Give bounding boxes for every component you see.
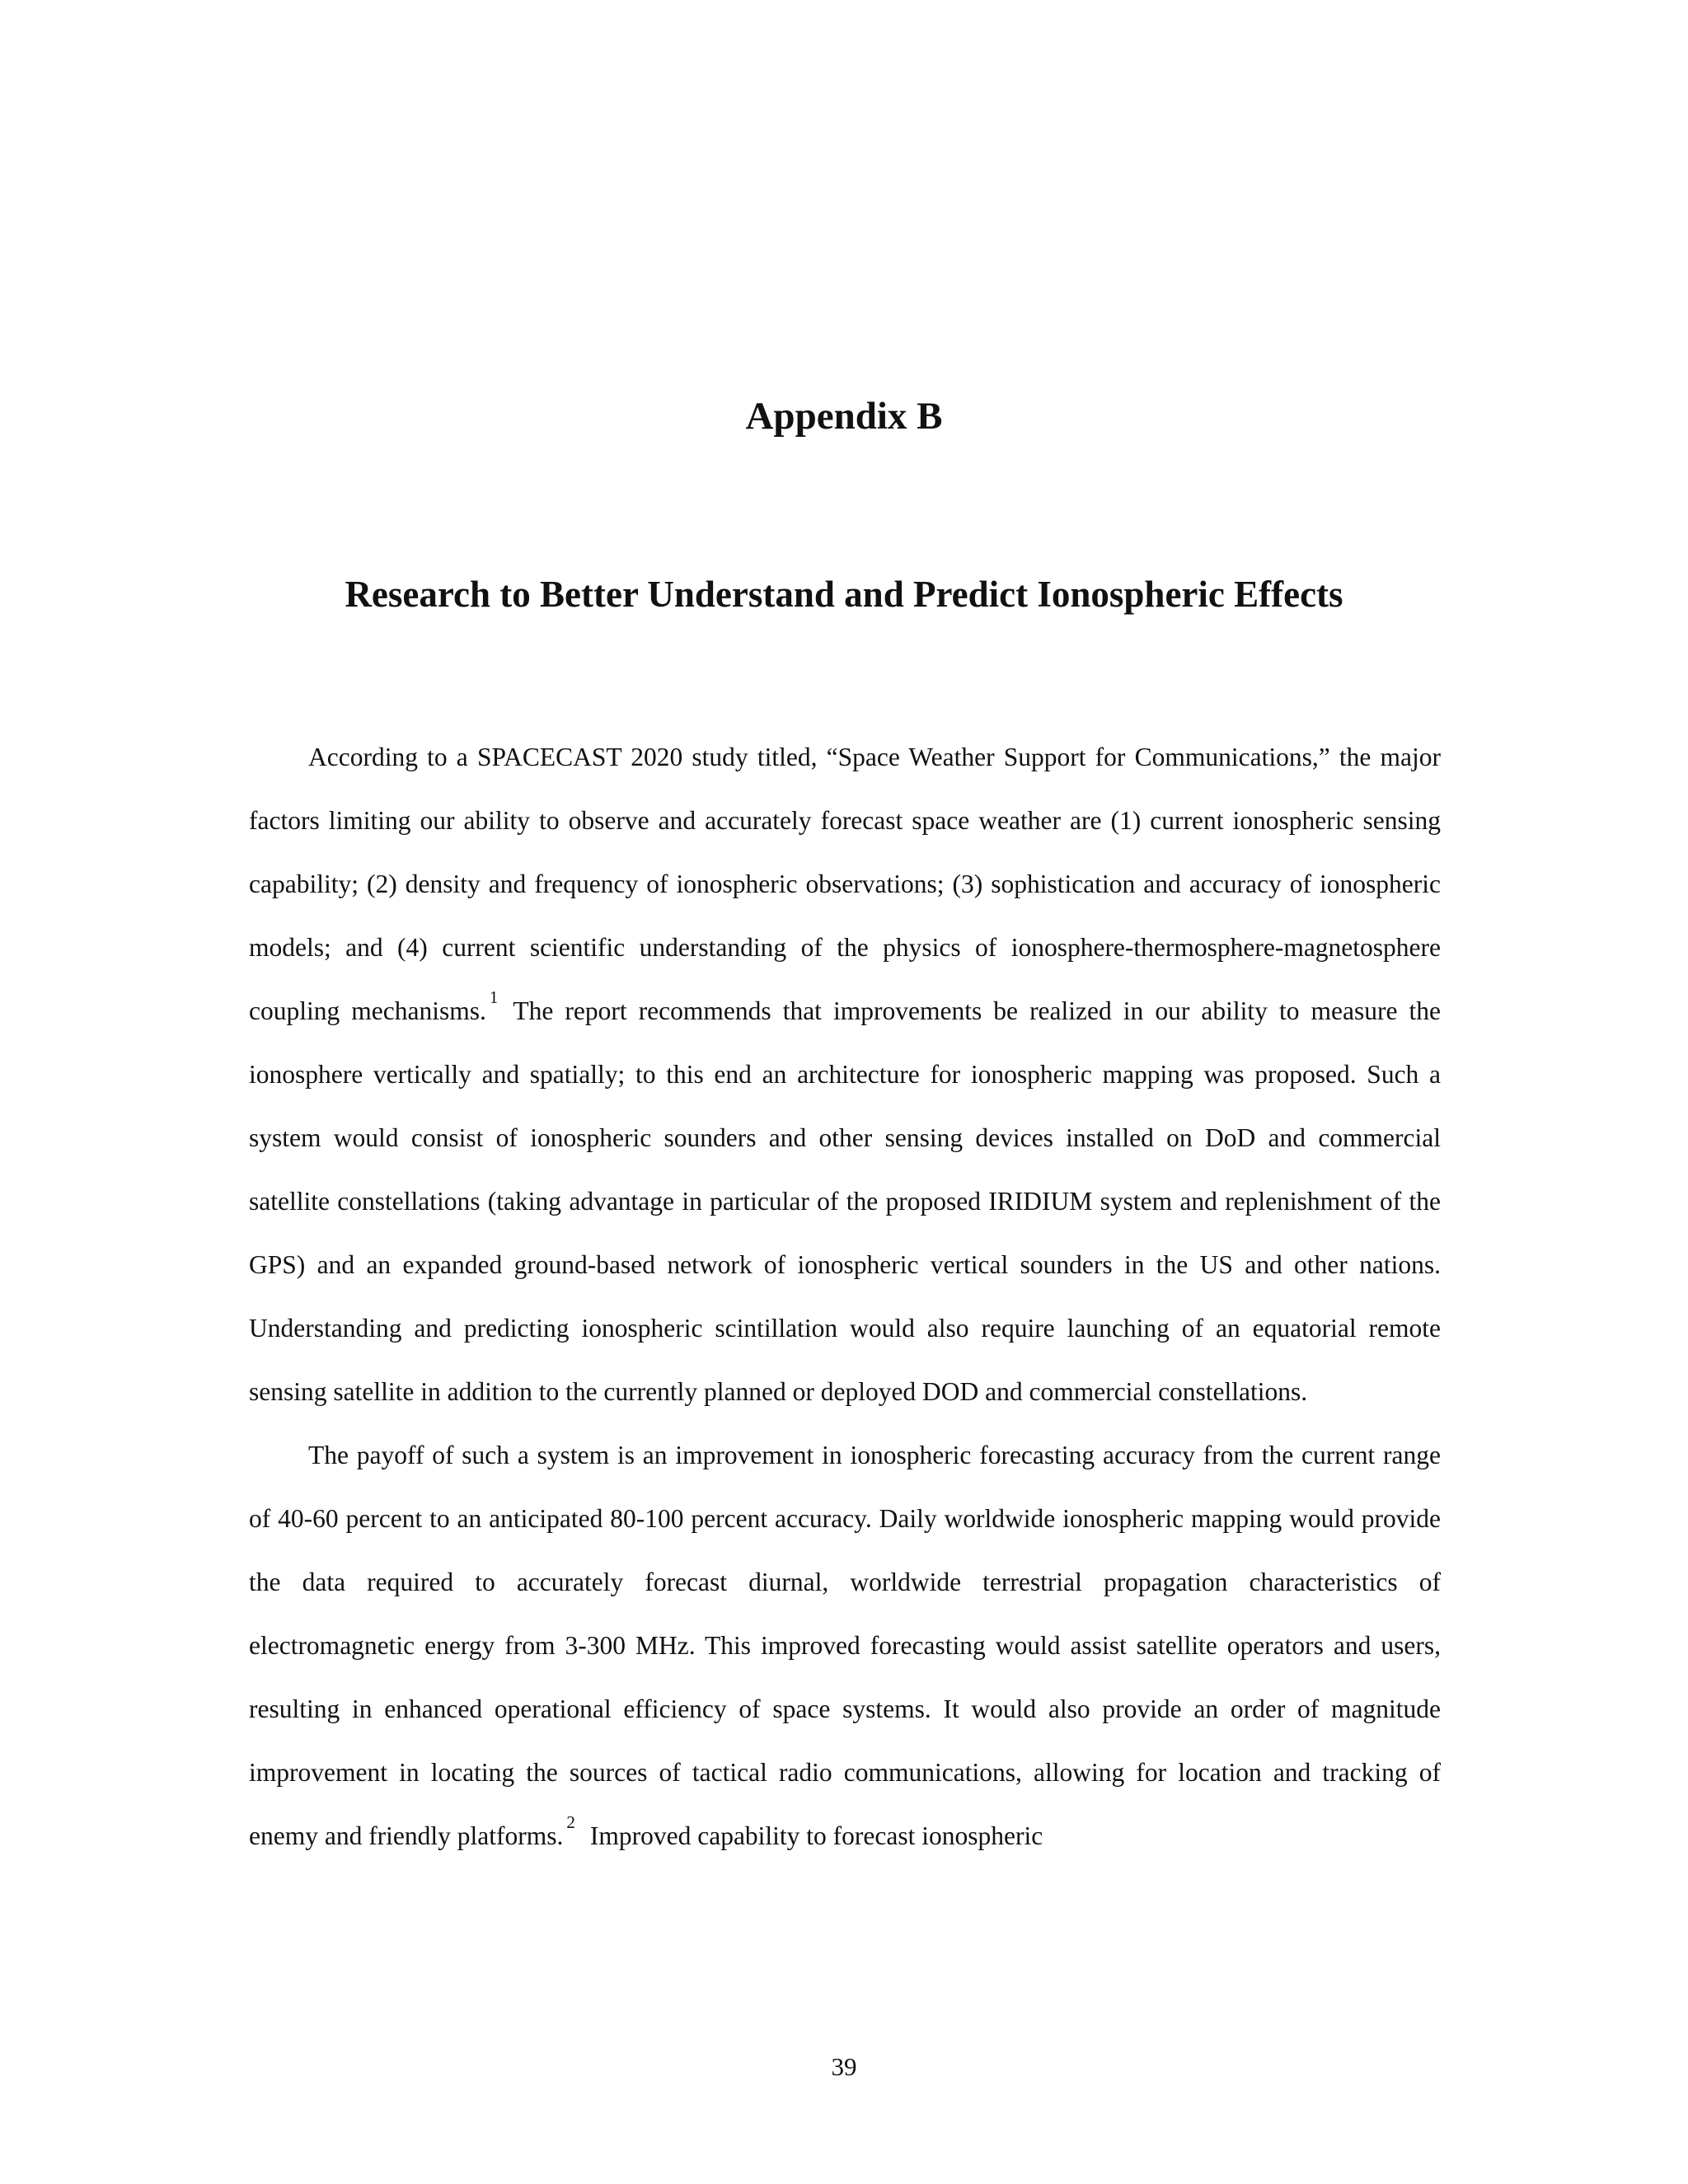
paragraph-2-text-b: Improved capability to forecast ionospheric bbox=[589, 1821, 1043, 1850]
paragraph-2 bbox=[249, 1423, 1441, 1868]
footnote-ref-1: 1 bbox=[489, 987, 499, 1008]
paragraph-1-text-a: According to a SPACECAST 2020 study titled, “Space Weather Support for Communications,” the major factors limiting our ability to observe and accurately forecast space weather are (1) current ionospheric sensing capability; (2) density and frequency of ionospheric observations; (3) sophistication and accuracy of ionospheric models; and (4) current scientific understanding of the physics of ionosphere-thermosphere-magnetosphere coupling mechanisms. bbox=[249, 743, 1441, 1025]
appendix-label: Appendix B bbox=[745, 395, 943, 438]
body-text bbox=[249, 725, 1441, 1868]
page-number: 39 bbox=[831, 2052, 857, 2081]
paragraph-1-text-b: The report recommends that improvements be realized in our ability to measure the ionosphere vertically and spatially; to this end an architecture for ionospheric mapping was proposed. Such a system would consist of ionospheric sounders and other sensing devices installed on DoD and commercial satellite constellations (taking advantage in particular of the proposed IRIDIUM system and replenishment of the GPS) and an expanded ground-based network of ionospheric vertical sounders in the US and other nations. Understanding and predicting ionospheric scintillation would also require launching of an equatorial remote sensing satellite in addition to the currently planned or deployed DOD and commercial constellations. bbox=[249, 996, 1442, 1406]
appendix-title: Research to Better Understand and Predict Ionospheric Effects bbox=[345, 574, 1343, 615]
paragraph-2-text-a: The payoff of such a system is an improvement in ionospheric forecasting accuracy from the current range of 40-60 percent to an anticipated 80-100 percent accuracy. Daily worldwide ionospheric mapping would provide the data required to accurately forecast diurnal, worldwide terrestrial propagation characteristics of electromagnetic energy from 3-300 MHz. This improved forecasting would assist satellite operators and users, resulting in enhanced operational efficiency of space systems. It would also provide an order of magnitude improvement in locating the sources of tactical radio communications, allowing for location and tracking of enemy and friendly platforms. bbox=[249, 1441, 1441, 1850]
footnote-ref-2: 2 bbox=[566, 1812, 575, 1833]
paragraph-1 bbox=[249, 725, 1441, 1423]
